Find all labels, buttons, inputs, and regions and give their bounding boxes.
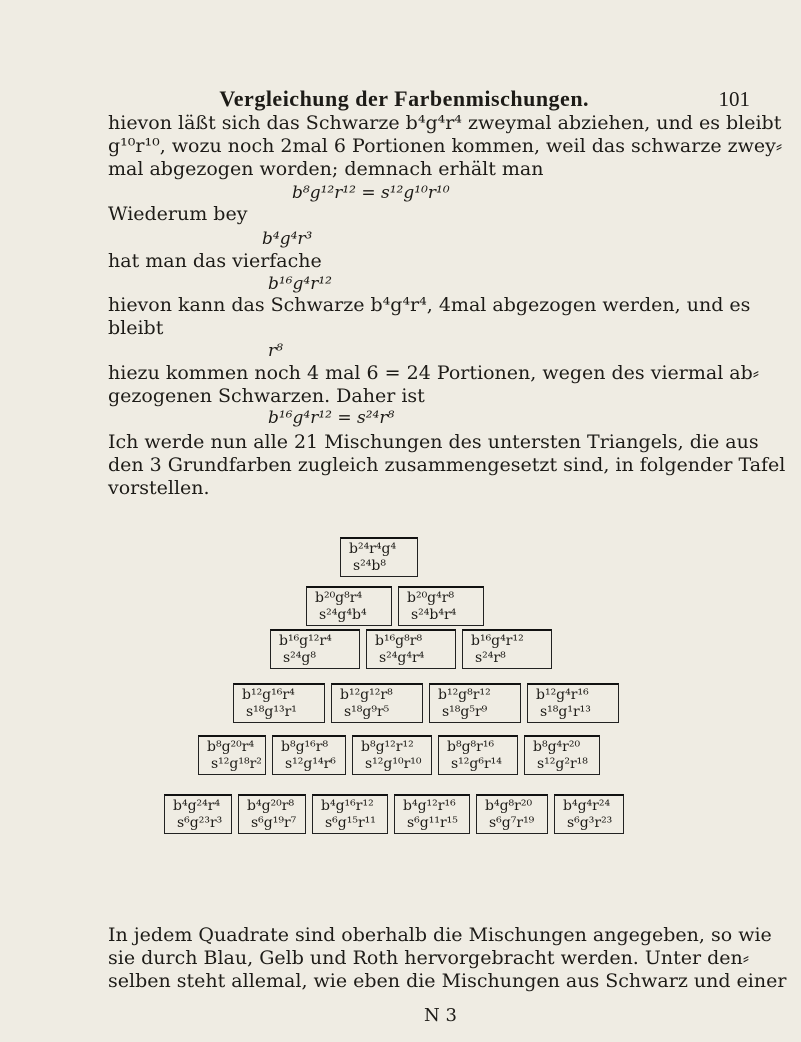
cell-mixture: b⁴g²⁴r⁴ (173, 798, 221, 814)
text-line: hiezu kommen noch 4 mal 6 = 24 Portionen, wegen des viermal ab⸗ (108, 362, 760, 384)
mixture-cell (366, 629, 456, 669)
mixture-cell (524, 735, 600, 775)
cell-mixture: b¹⁶g⁴r¹² (471, 633, 524, 649)
cell-mixture: b¹²g¹²r⁸ (340, 687, 393, 703)
cell-mixture: b¹⁶g¹²r⁴ (279, 633, 332, 649)
cell-equivalent: s²⁴r⁸ (475, 650, 506, 666)
cell-equivalent: s²⁴b⁴r⁴ (411, 607, 457, 623)
cell-equivalent: s⁶g⁷r¹⁹ (489, 815, 535, 831)
mixture-cell (462, 629, 552, 669)
cell-equivalent: s¹²g⁶r¹⁴ (451, 756, 502, 772)
cell-mixture: b⁸g⁸r¹⁶ (447, 739, 495, 755)
mixture-cell (312, 794, 388, 834)
cell-equivalent: s⁶g³r²³ (567, 815, 613, 831)
catchword: N 3 (424, 1005, 457, 1026)
text-line: selben steht allemal, wie eben die Mischungen aus Schwarz und einer (108, 970, 787, 992)
cell-equivalent: s¹²g²r¹⁸ (537, 756, 588, 772)
cell-mixture: b⁴g¹²r¹⁶ (403, 798, 456, 814)
cell-mixture: b⁴g⁸r²⁰ (485, 798, 533, 814)
mixture-cell (398, 586, 484, 626)
cell-mixture: b¹²g¹⁶r⁴ (242, 687, 295, 703)
paragraph-4 (108, 431, 786, 500)
triangle-row-3 (270, 629, 558, 669)
cell-mixture: b¹⁶g⁸r⁸ (375, 633, 423, 649)
text-line: gezogenen Schwarzen. Daher ist (108, 385, 425, 407)
running-head (90, 86, 750, 112)
mixture-cell (164, 794, 232, 834)
mixture-cell (527, 683, 619, 723)
cell-equivalent: s¹⁸g⁹r⁵ (344, 704, 390, 720)
triangle-row-6 (164, 794, 630, 834)
text-line: hievon läßt sich das Schwarze b⁴g⁴r⁴ zweymal abziehen, und es bleibt (108, 112, 782, 134)
mixture-cell (352, 735, 432, 775)
triangle-row-2 (306, 586, 490, 626)
text-line: g¹⁰r¹⁰, wozu noch 2mal 6 Portionen kommen, weil das schwarze zwey⸗ (108, 135, 783, 157)
cell-equivalent: s⁶g¹⁵r¹¹ (325, 815, 376, 831)
cell-equivalent: s²⁴g⁸ (283, 650, 316, 666)
text-line: den 3 Grundfarben zugleich zusammengesetzt sind, in folgender Tafel (108, 454, 786, 476)
mixture-cell (554, 794, 624, 834)
text-line: vorstellen. (108, 477, 210, 499)
cell-mixture: b¹²g⁸r¹² (438, 687, 491, 703)
formula-4: r⁸ (268, 341, 283, 361)
mixture-cell (331, 683, 423, 723)
paragraph-2 (108, 294, 758, 340)
mixture-cell (394, 794, 470, 834)
cell-equivalent: s¹⁸g¹r¹³ (540, 704, 591, 720)
cell-mixture: b²⁴r⁴g⁴ (349, 541, 397, 557)
mixture-cell (429, 683, 521, 723)
cell-equivalent: s¹²g¹⁸r² (211, 756, 262, 772)
text-line: Ich werde nun alle 21 Mischungen des untersten Triangels, die aus (108, 431, 759, 453)
cell-mixture: b²⁰g⁸r⁴ (315, 590, 363, 606)
wiederum-line (108, 203, 758, 226)
cell-equivalent: s⁶g²³r³ (177, 815, 223, 831)
mixture-cell (306, 586, 392, 626)
cell-mixture: b⁸g²⁰r⁴ (207, 739, 255, 755)
cell-mixture: b⁸g¹²r¹² (361, 739, 414, 755)
cell-mixture: b⁴g⁴r²⁴ (563, 798, 611, 814)
text-line: In jedem Quadrate sind oberhalb die Mischungen angegeben, so wie (108, 924, 772, 946)
cell-equivalent: s⁶g¹¹r¹⁵ (407, 815, 458, 831)
cell-mixture: b¹²g⁴r¹⁶ (536, 687, 589, 703)
mixture-cell (270, 629, 360, 669)
formula-1: b⁸g¹²r¹² = s¹²g¹⁰r¹⁰ (292, 183, 450, 203)
paragraph-5 (108, 924, 787, 993)
mixture-cell (238, 794, 306, 834)
text-line: hat man das vierfache (108, 250, 322, 272)
mixture-cell (198, 735, 266, 775)
vierfach-line (108, 250, 758, 273)
cell-mixture: b⁴g²⁰r⁸ (247, 798, 295, 814)
paragraph-3 (108, 362, 758, 408)
cell-mixture: b⁴g¹⁶r¹² (321, 798, 374, 814)
cell-mixture: b⁸g⁴r²⁰ (533, 739, 581, 755)
text-line: bleibt (108, 317, 164, 339)
triangle-row-4 (233, 683, 625, 723)
paragraph-1 (108, 112, 783, 181)
text-line: mal abgezogen worden; demnach erhält man (108, 158, 544, 180)
mixture-cell (340, 537, 418, 577)
text-line: hievon kann das Schwarze b⁴g⁴r⁴, 4mal abgezogen werden, und es (108, 294, 751, 316)
page-number: 101 (718, 87, 750, 111)
cell-mixture: b²⁰g⁴r⁸ (407, 590, 455, 606)
page-title: Vergleichung der Farbenmischungen. (219, 86, 590, 111)
text-line: Wiederum bey (108, 203, 248, 225)
cell-equivalent: s¹²g¹⁰r¹⁰ (365, 756, 422, 772)
cell-mixture: b⁸g¹⁶r⁸ (281, 739, 329, 755)
mixture-cell (476, 794, 548, 834)
formula-3: b¹⁶g⁴r¹² (268, 274, 332, 294)
text-line: sie durch Blau, Gelb und Roth hervorgebracht werden. Unter den⸗ (108, 947, 750, 969)
formula-5: b¹⁶g⁴r¹² = s²⁴r⁸ (268, 408, 395, 428)
triangle-row-5 (198, 735, 606, 775)
triangle-row-1 (340, 537, 424, 577)
mixture-cell (272, 735, 346, 775)
cell-equivalent: s²⁴g⁴b⁴ (319, 607, 367, 623)
cell-equivalent: s²⁴b⁸ (353, 558, 386, 574)
cell-equivalent: s¹²g¹⁴r⁶ (285, 756, 336, 772)
cell-equivalent: s⁶g¹⁹r⁷ (251, 815, 297, 831)
cell-equivalent: s²⁴g⁴r⁴ (379, 650, 425, 666)
mixture-cell (233, 683, 325, 723)
cell-equivalent: s¹⁸g¹³r¹ (246, 704, 297, 720)
cell-equivalent: s¹⁸g⁵r⁹ (442, 704, 488, 720)
mixture-cell (438, 735, 518, 775)
formula-2: b⁴g⁴r³ (262, 229, 313, 249)
